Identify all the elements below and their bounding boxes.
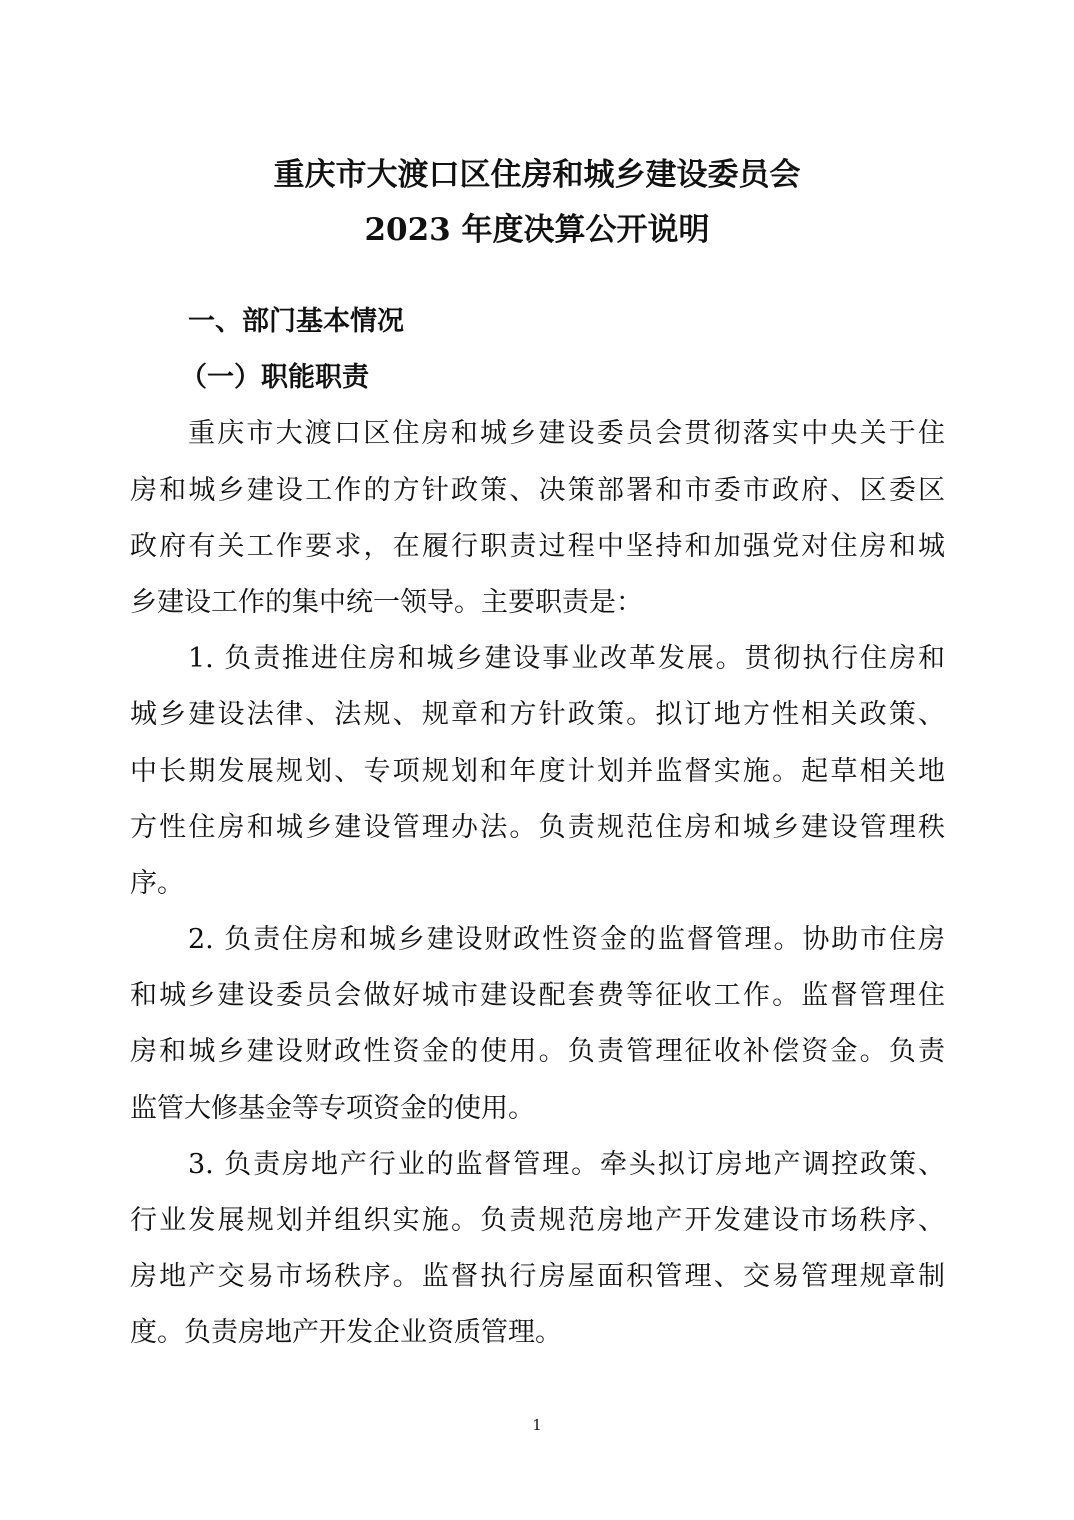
text-line: 监管大修基金等专项资金的使用。 xyxy=(130,1092,535,1124)
text-line: 政府有关工作要求，在履行职责过程中坚持和加强党对住房和城 xyxy=(130,530,945,562)
page-number: 1 xyxy=(532,1416,542,1434)
duty-item-3 xyxy=(130,1137,945,1362)
text-line: 房和城乡建设工作的方针政策、决策部署和市委市政府、区委区 xyxy=(130,474,945,506)
intro-paragraph xyxy=(130,406,945,631)
text-line: 方性住房和城乡建设管理办法。负责规范住房和城乡建设管理秩 xyxy=(130,811,945,843)
text-line: 行业发展规划并组织实施。负责规范房地产开发建设市场秩序、 xyxy=(130,1205,945,1236)
text-line: 3. 负责房地产行业的监督管理。牵头拟订房地产调控政策、 xyxy=(188,1148,945,1180)
text-line: 2. 负责住房和城乡建设财政性资金的监督管理。协助市住房 xyxy=(188,924,945,956)
text-line: 城乡建设法律、法规、规章和方针政策。拟订地方性相关政策、 xyxy=(130,699,945,731)
document-body xyxy=(130,294,945,1362)
text-line: 中长期发展规划、专项规划和年度计划并监督实施。起草相关地 xyxy=(130,755,945,787)
text-line: 乡建设工作的集中统一领导。主要职责是： xyxy=(130,586,643,618)
text-line: 序。 xyxy=(130,867,184,899)
text-line: 度。负责房地产开发企业资质管理。 xyxy=(130,1317,562,1349)
text-line: 房地产交易市场秩序。监督执行房屋面积管理、交易管理规章制 xyxy=(130,1261,945,1293)
text-line: 和城乡建设委员会做好城市建设配套费等征收工作。监督管理住 xyxy=(130,980,945,1012)
text-line: 重庆市大渡口区住房和城乡建设委员会贯彻落实中央关于住 xyxy=(188,418,945,450)
document-title: 重庆市大渡口区住房和城乡建设委员会 xyxy=(273,157,801,193)
duty-item-1 xyxy=(130,631,945,912)
text-line: 房和城乡建设财政性资金的使用。负责管理征收补偿资金。负责 xyxy=(130,1036,945,1068)
subsection-heading: （一）职能职责 xyxy=(180,362,369,394)
text-line: 1. 负责推进住房和城乡建设事业改革发展。贯彻执行住房和 xyxy=(188,643,945,675)
document-subtitle: 2023 年度决算公开说明 xyxy=(364,212,710,248)
duty-item-2 xyxy=(130,912,945,1137)
section-heading: 一、部门基本情况 xyxy=(188,306,404,337)
